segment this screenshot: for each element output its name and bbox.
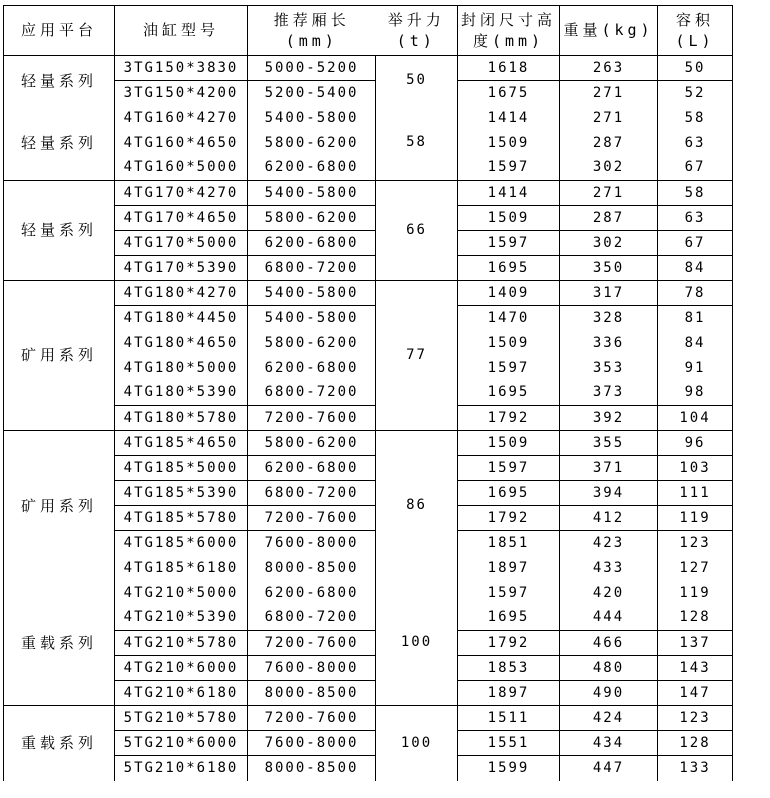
model-cell: 4TG170*4270 [115,181,248,206]
box-length-cell: 7200-7600 [248,406,376,431]
volume-cell: 67 [658,156,733,181]
model-cell: 4TG180*4650 [115,331,248,356]
height-cell: 1618 [458,56,560,81]
volume-cell: 104 [658,406,733,431]
height-cell: 1414 [458,181,560,206]
volume-cell: 147 [658,681,733,706]
weight-cell: 355 [560,431,658,456]
box-length-cell: 6200-6800 [248,456,376,481]
box-length-cell: 5400-5800 [248,281,376,306]
box-length-cell: 8000-8500 [248,756,376,781]
header-cell-box-length: 推荐厢长(mm) [248,6,376,56]
platform-cell: 重载系列 [4,706,115,781]
weight-cell: 302 [560,231,658,256]
weight-cell: 394 [560,481,658,506]
model-cell: 4TG160*5000 [115,156,248,181]
weight-cell: 447 [560,756,658,781]
volume-cell: 119 [658,581,733,606]
table-row [4,431,733,456]
lift-force-cell: 66 [376,181,458,281]
height-cell: 1470 [458,306,560,331]
box-length-cell: 7200-7600 [248,506,376,531]
volume-cell: 50 [658,56,733,81]
height-cell: 1897 [458,556,560,581]
height-cell: 1695 [458,256,560,281]
weight-cell: 420 [560,581,658,606]
model-cell: 4TG180*5000 [115,356,248,381]
volume-cell: 133 [658,756,733,781]
height-cell: 1675 [458,81,560,106]
model-cell: 5TG210*6180 [115,756,248,781]
lift-force-cell: 100 [376,706,458,781]
height-cell: 1851 [458,531,560,556]
volume-cell: 52 [658,81,733,106]
box-length-cell: 8000-8500 [248,556,376,581]
header-row [4,6,733,56]
box-length-cell: 6800-7200 [248,381,376,406]
volume-cell: 119 [658,506,733,531]
lift-force-cell: 58 [376,106,458,181]
header-cell-weight: 重量(kg) [560,6,658,56]
height-cell: 1509 [458,431,560,456]
box-length-cell: 6800-7200 [248,606,376,631]
model-cell: 4TG170*5000 [115,231,248,256]
volume-cell: 103 [658,456,733,481]
height-cell: 1695 [458,606,560,631]
volume-cell: 128 [658,731,733,756]
model-cell: 3TG150*3830 [115,56,248,81]
model-cell: 4TG210*5000 [115,581,248,606]
model-cell: 4TG185*5390 [115,481,248,506]
weight-cell: 412 [560,506,658,531]
weight-cell: 287 [560,206,658,231]
box-length-cell: 5400-5800 [248,181,376,206]
height-cell: 1509 [458,131,560,156]
model-cell: 5TG210*5780 [115,706,248,731]
weight-cell: 350 [560,256,658,281]
box-length-cell: 8000-8500 [248,681,376,706]
weight-cell: 433 [560,556,658,581]
model-cell: 4TG180*4270 [115,281,248,306]
height-cell: 1597 [458,356,560,381]
height-cell: 1409 [458,281,560,306]
model-cell: 4TG180*5390 [115,381,248,406]
volume-cell: 84 [658,331,733,356]
weight-cell: 302 [560,156,658,181]
box-length-cell: 5800-6200 [248,331,376,356]
weight-cell: 392 [560,406,658,431]
volume-cell: 91 [658,356,733,381]
box-length-cell: 7600-8000 [248,656,376,681]
box-length-cell: 7200-7600 [248,706,376,731]
weight-cell: 371 [560,456,658,481]
spec-table-body [4,56,733,781]
model-cell: 4TG210*6000 [115,656,248,681]
box-length-cell: 6800-7200 [248,256,376,281]
weight-cell: 287 [560,131,658,156]
model-cell: 4TG210*6180 [115,681,248,706]
volume-cell: 84 [658,256,733,281]
model-cell: 4TG185*6180 [115,556,248,581]
box-length-cell: 5400-5800 [248,306,376,331]
volume-cell: 58 [658,181,733,206]
volume-cell: 137 [658,631,733,656]
volume-cell: 81 [658,306,733,331]
volume-cell: 67 [658,231,733,256]
box-length-cell: 5800-6200 [248,206,376,231]
lift-force-cell: 86 [376,431,458,581]
weight-cell: 263 [560,56,658,81]
volume-cell: 98 [658,381,733,406]
box-length-cell: 5000-5200 [248,56,376,81]
model-cell: 4TG170*5390 [115,256,248,281]
model-cell: 4TG160*4650 [115,131,248,156]
platform-cell: 重载系列 [4,581,115,706]
header-cell-model: 油缸型号 [115,6,248,56]
height-cell: 1597 [458,231,560,256]
height-cell: 1792 [458,631,560,656]
volume-cell: 58 [658,106,733,131]
weight-cell: 424 [560,706,658,731]
platform-cell: 轻量系列 [4,181,115,281]
platform-cell: 矿用系列 [4,431,115,581]
lift-force-cell: 100 [376,581,458,706]
spec-table [3,5,733,781]
model-cell: 4TG185*5780 [115,506,248,531]
height-cell: 1792 [458,406,560,431]
lift-force-cell: 77 [376,281,458,431]
weight-cell: 271 [560,81,658,106]
model-cell: 4TG210*5390 [115,606,248,631]
header-cell-closed-height: 封闭尺寸高度(mm) [458,6,560,56]
weight-cell: 490 [560,681,658,706]
volume-cell: 96 [658,431,733,456]
box-length-cell: 6200-6800 [248,156,376,181]
volume-cell: 111 [658,481,733,506]
table-row [4,281,733,306]
volume-cell: 63 [658,131,733,156]
model-cell: 4TG185*6000 [115,531,248,556]
box-length-cell: 6200-6800 [248,231,376,256]
model-cell: 3TG150*4200 [115,81,248,106]
height-cell: 1551 [458,731,560,756]
model-cell: 4TG170*4650 [115,206,248,231]
lift-force-cell: 50 [376,56,458,106]
height-cell: 1509 [458,331,560,356]
box-length-cell: 5200-5400 [248,81,376,106]
spec-table-head [4,6,733,56]
weight-cell: 328 [560,306,658,331]
weight-cell: 423 [560,531,658,556]
height-cell: 1509 [458,206,560,231]
height-cell: 1695 [458,381,560,406]
weight-cell: 480 [560,656,658,681]
weight-cell: 353 [560,356,658,381]
platform-cell: 轻量系列 [4,106,115,181]
model-cell: 4TG210*5780 [115,631,248,656]
box-length-cell: 7200-7600 [248,631,376,656]
height-cell: 1599 [458,756,560,781]
weight-cell: 336 [560,331,658,356]
platform-cell: 矿用系列 [4,281,115,431]
box-length-cell: 6200-6800 [248,356,376,381]
model-cell: 5TG210*6000 [115,731,248,756]
header-cell-lift-force: 举升力(t) [376,6,458,56]
volume-cell: 143 [658,656,733,681]
height-cell: 1853 [458,656,560,681]
volume-cell: 63 [658,206,733,231]
volume-cell: 128 [658,606,733,631]
model-cell: 4TG160*4270 [115,106,248,131]
volume-cell: 123 [658,706,733,731]
weight-cell: 271 [560,106,658,131]
weight-cell: 434 [560,731,658,756]
model-cell: 4TG185*4650 [115,431,248,456]
weight-cell: 466 [560,631,658,656]
volume-cell: 123 [658,531,733,556]
height-cell: 1414 [458,106,560,131]
volume-cell: 127 [658,556,733,581]
table-row [4,56,733,81]
box-length-cell: 7600-8000 [248,531,376,556]
height-cell: 1792 [458,506,560,531]
platform-cell: 轻量系列 [4,56,115,106]
height-cell: 1597 [458,456,560,481]
model-cell: 4TG180*5780 [115,406,248,431]
table-row [4,706,733,731]
model-cell: 4TG180*4450 [115,306,248,331]
header-cell-platform: 应用平台 [4,6,115,56]
box-length-cell: 5400-5800 [248,106,376,131]
weight-cell: 373 [560,381,658,406]
box-length-cell: 6200-6800 [248,581,376,606]
header-cell-volume: 容积(L) [658,6,733,56]
weight-cell: 444 [560,606,658,631]
table-row [4,106,733,131]
volume-cell: 78 [658,281,733,306]
weight-cell: 317 [560,281,658,306]
height-cell: 1597 [458,581,560,606]
box-length-cell: 5800-6200 [248,431,376,456]
box-length-cell: 7600-8000 [248,731,376,756]
table-row [4,581,733,606]
box-length-cell: 6800-7200 [248,481,376,506]
model-cell: 4TG185*5000 [115,456,248,481]
height-cell: 1695 [458,481,560,506]
box-length-cell: 5800-6200 [248,131,376,156]
height-cell: 1897 [458,681,560,706]
height-cell: 1597 [458,156,560,181]
height-cell: 1511 [458,706,560,731]
weight-cell: 271 [560,181,658,206]
table-row [4,181,733,206]
